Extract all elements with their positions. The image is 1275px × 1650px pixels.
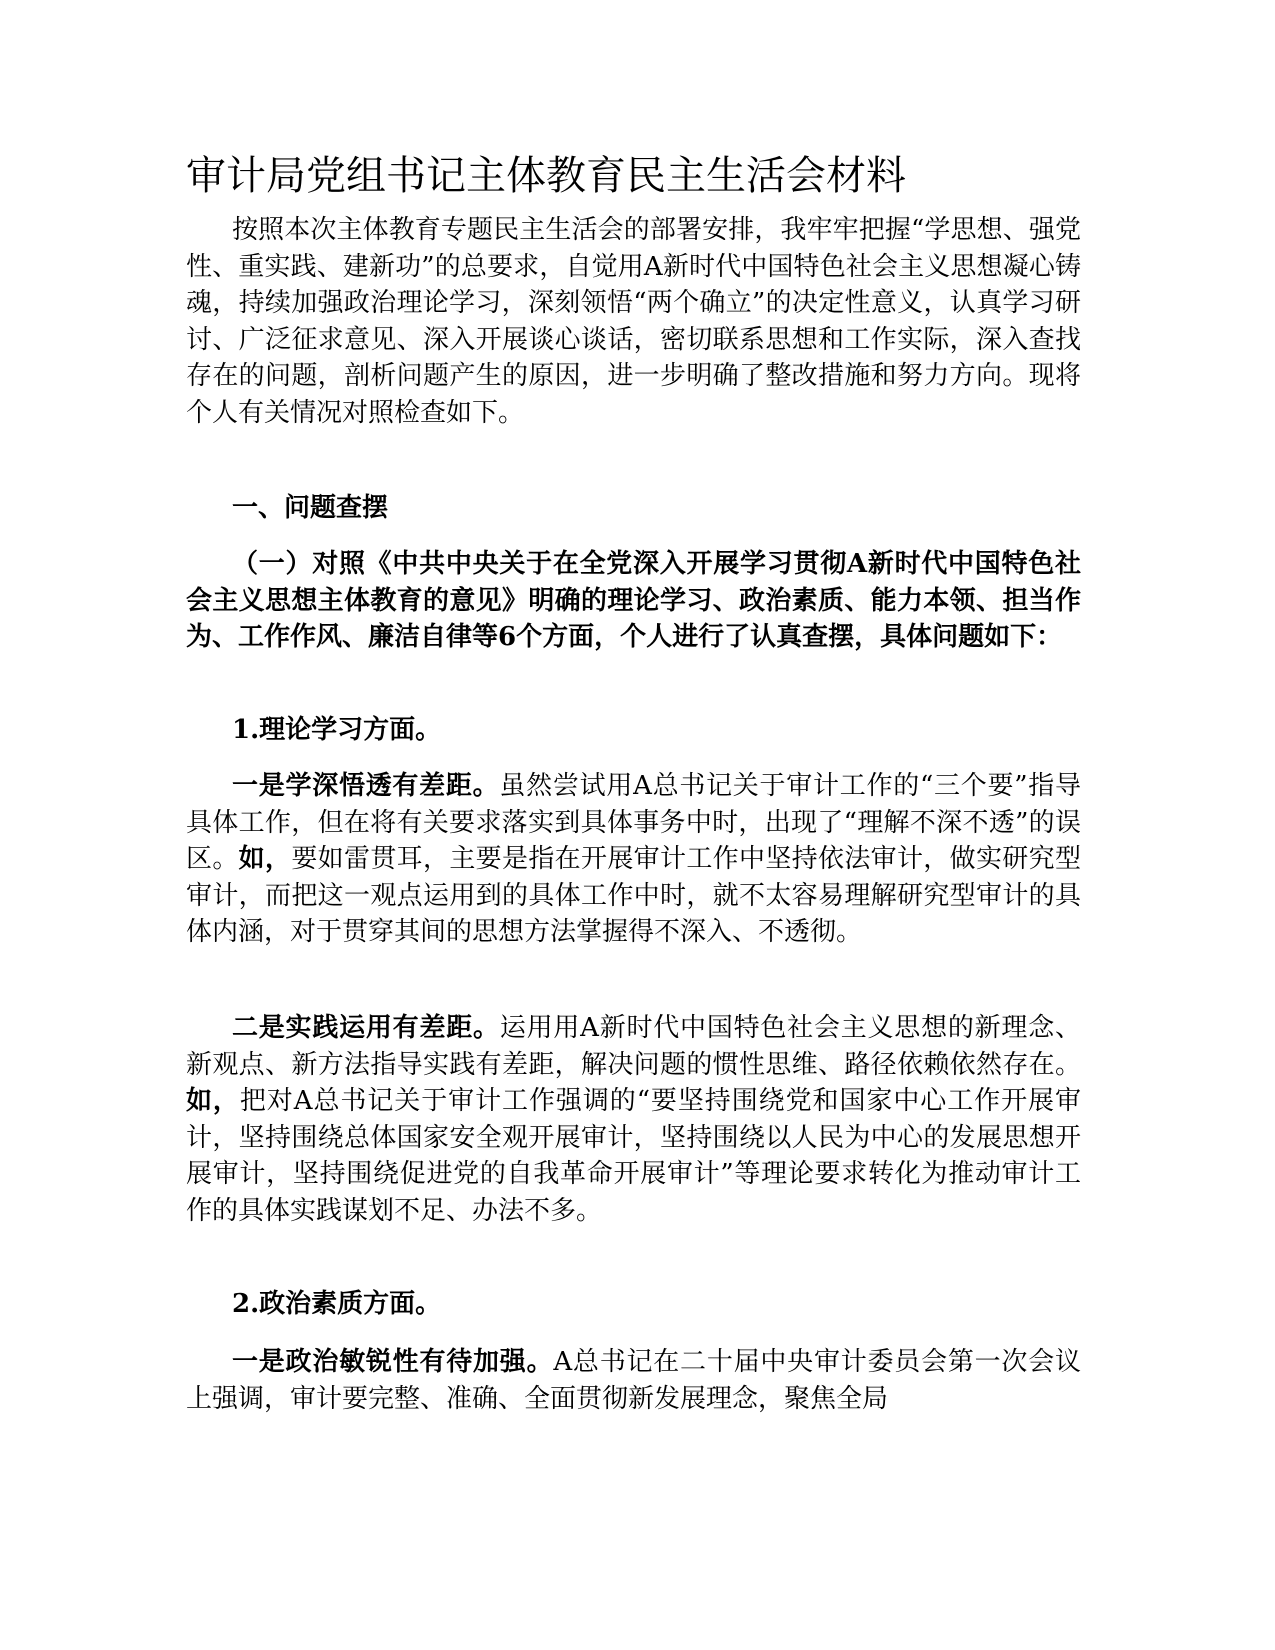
paragraph-text: 要如雷贯耳，主要是指在开展审计工作中坚持依法审计，做实研究型审计，而把这一观点运用到的具体工作中时，就不太容易理解研究型审计的具体内涵，对于贯穿其间的思想方法掌握得不深入、不透彻。	[186, 844, 1081, 948]
item-heading-political-text: 2.政治素质方面。	[232, 1289, 442, 1319]
paragraph-text: 虽然尝试用A总书记关于审计工作的“三个要”指导具体工作，但在将有关要求落实到具体事务中时，出现了“理解不深不透”的误区。	[186, 771, 1081, 875]
intro-paragraph	[186, 212, 1081, 432]
paragraph-text: A总书记在二十届中央审计委员会第一次会议上强调，审计要完整、准确、全面贯彻新发展理念，聚焦全局	[186, 1347, 1081, 1414]
paragraph-political-1	[186, 1344, 1081, 1417]
item-heading-political	[186, 1286, 1081, 1323]
intro-text: 按照本次主体教育专题民主生活会的部署安排，我牢牢把握“学思想、强党性、重实践、建新功”的总要求，自觉用A新时代中国特色社会主义思想凝心铸魂，持续加强政治理论学习，深刻领悟“两个确立”的决定性意义，认真学习研讨、广泛征求意见、深入开展谈心谈话，密切联系思想和工作实际，深入查找存在的问题，剖析问题产生的原因，进一步明确了整改措施和努力方向。现将个人有关情况对照检查如下。	[186, 215, 1081, 428]
subsection-heading	[186, 546, 1081, 656]
section-heading	[186, 490, 1081, 527]
paragraph-lead: 一是政治敏锐性有待加强。	[232, 1347, 554, 1377]
paragraph-lead: 一是学深悟透有差距。	[232, 771, 500, 801]
subsection-heading-text: （一）对照《中共中央关于在全党深入开展学习贯彻A新时代中国特色社会主义思想主体教育的意见》明确的理论学习、政治素质、能力本领、担当作为、工作作风、廉洁自律等6个方面，个人进行了认真查摆，具体问题如下：	[186, 549, 1081, 653]
paragraph-theory-1	[186, 768, 1081, 951]
example-marker: 如，	[238, 844, 292, 875]
paragraph-theory-2	[186, 1010, 1081, 1230]
item-heading-theory	[186, 712, 1081, 749]
paragraph-lead: 二是实践运用有差距。	[232, 1013, 500, 1043]
paragraph-text: 把对A总书记关于审计工作强调的“要坚持围绕党和国家中心工作开展审计，坚持围绕总体国家安全观开展审计，坚持围绕以人民为中心的发展思想开展审计，坚持围绕促进党的自我革命开展审计”等理论要求转化为推动审计工作的具体实践谋划不足、办法不多。	[186, 1086, 1081, 1226]
paragraph-text: 运用用A新时代中国特色社会主义思想的新理念、新观点、新方法指导实践有差距，解决问题的惯性思维、路径依赖依然存在。	[186, 1013, 1081, 1080]
page-title: 审计局党组书记主体教育民主生活会材料	[186, 153, 906, 199]
example-marker: 如，	[186, 1086, 240, 1117]
section-heading-text: 一、问题查摆	[232, 493, 389, 523]
item-heading-theory-text: 1.理论学习方面。	[232, 715, 442, 745]
